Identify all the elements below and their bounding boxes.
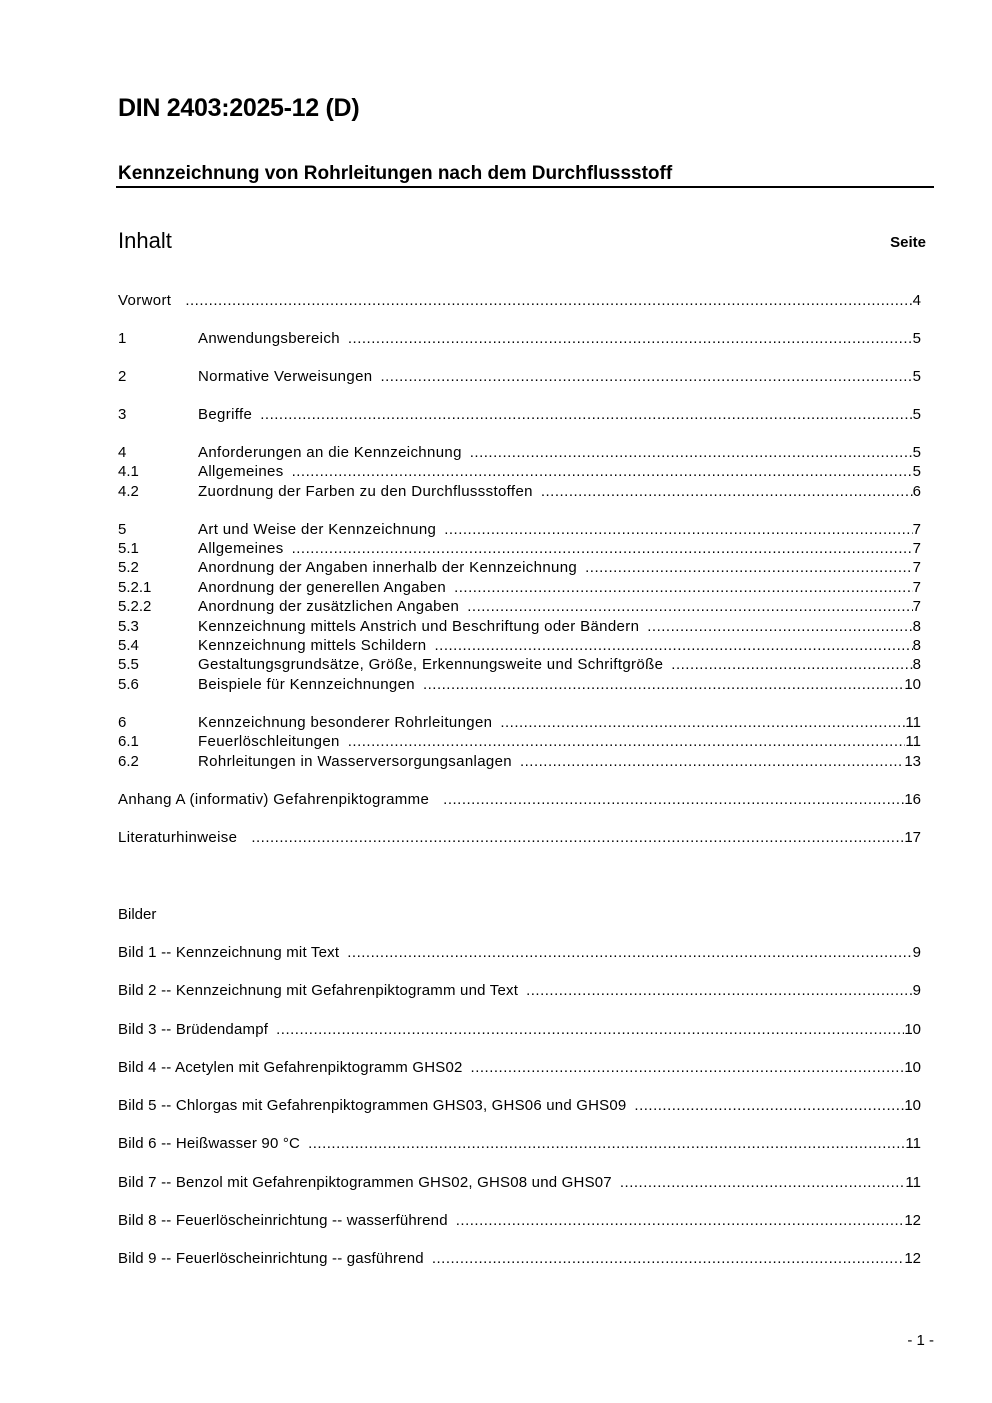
toc-entry[interactable] <box>118 829 921 848</box>
toc-entry-page: 5 <box>912 405 921 423</box>
toc-entry-title: Kennzeichnung besonderer Rohrleitungen <box>198 713 493 731</box>
list-of-figures <box>118 944 921 1289</box>
figure-entry-page: 12 <box>904 1250 921 1268</box>
toc-dot-leader <box>434 637 912 654</box>
figure-entry[interactable] <box>118 1174 921 1193</box>
toc-entry-page: 7 <box>912 598 921 616</box>
toc-entry-page: 8 <box>912 656 921 674</box>
toc-entry-number: 5.1 <box>118 540 139 558</box>
page-column-label: Seite <box>890 234 926 251</box>
toc-dot-leader <box>348 330 913 347</box>
figure-entry[interactable] <box>118 1135 921 1154</box>
figure-entry-page: 10 <box>904 1058 921 1076</box>
toc-entry-page: 8 <box>912 617 921 635</box>
toc-entry-title: Allgemeines <box>198 540 284 558</box>
toc-entry[interactable] <box>118 753 921 772</box>
toc-entry-page: 4 <box>912 292 921 309</box>
toc-dot-leader <box>520 753 904 770</box>
toc-entry-number: 3 <box>118 405 127 423</box>
toc-entry-title: Anordnung der generellen Angaben <box>198 578 447 596</box>
toc-entry-title: Kennzeichnung mittels Schildern <box>198 637 427 655</box>
toc-entry-page: 8 <box>912 637 921 655</box>
figure-entry[interactable] <box>118 1059 921 1078</box>
toc-entry[interactable] <box>118 733 921 752</box>
toc-entry-number: 4.1 <box>118 463 139 481</box>
toc-entry[interactable] <box>118 598 921 617</box>
toc-entry-title: Allgemeines <box>198 463 284 481</box>
toc-dot-leader <box>541 483 913 500</box>
toc-entry[interactable] <box>118 521 921 540</box>
toc-spacer <box>118 425 921 444</box>
toc-entry-title: Begriffe <box>198 405 253 423</box>
page-number: - 1 - <box>907 1332 934 1349</box>
toc-dot-leader <box>470 444 913 461</box>
figure-entry-page: 10 <box>904 1020 921 1038</box>
toc-entry-page: 5 <box>912 329 921 347</box>
figure-entry-title: Bild 2 -- Kennzeichnung mit Gefahrenpiktogramm und Text <box>118 982 519 1000</box>
figure-entry-title: Bild 3 -- Brüdendampf <box>118 1020 269 1038</box>
toc-entry-number: 2 <box>118 367 127 385</box>
figure-dot-leader <box>456 1212 905 1229</box>
figure-entry-title: Bild 5 -- Chlorgas mit Gefahrenpiktogrammen GHS03, GHS06 und GHS09 <box>118 1097 627 1115</box>
toc-entry-page: 6 <box>912 482 921 500</box>
toc-dot-leader <box>380 368 912 385</box>
figure-entry-page: 9 <box>912 944 921 961</box>
toc-entry-number: 6 <box>118 713 127 731</box>
figure-entry-title: Bild 6 -- Heißwasser 90 °C <box>118 1135 301 1153</box>
title-underline <box>116 186 934 188</box>
toc-entry[interactable] <box>118 330 921 349</box>
figure-entry-title: Bild 7 -- Benzol mit Gefahrenpiktogrammen GHS02, GHS08 und GHS07 <box>118 1173 612 1191</box>
figure-entry-title: Bild 4 -- Acetylen mit Gefahrenpiktogramm GHS02 <box>118 1058 463 1076</box>
figure-entry-page: 9 <box>912 982 921 1000</box>
table-of-contents <box>118 292 921 848</box>
toc-dot-leader <box>585 559 913 576</box>
toc-entry-title: Anwendungsbereich <box>198 329 340 347</box>
figure-entry[interactable] <box>118 1021 921 1040</box>
toc-entry-title: Anhang A (informativ) Gefahrenpiktogramme <box>118 790 430 808</box>
figure-entry-title: Bild 8 -- Feuerlöscheinrichtung -- wasserführend <box>118 1211 448 1229</box>
toc-spacer <box>118 387 921 406</box>
toc-dot-leader <box>500 714 905 731</box>
toc-spacer <box>118 502 921 521</box>
toc-entry-title: Kennzeichnung mittels Anstrich und Beschriftung oder Bändern <box>198 617 640 635</box>
toc-entry-number: 4.2 <box>118 482 139 500</box>
toc-dot-leader <box>348 733 906 750</box>
figure-dot-leader <box>634 1097 904 1114</box>
toc-entry-number: 1 <box>118 329 127 347</box>
figure-entry[interactable] <box>118 944 921 963</box>
figure-dot-leader <box>432 1250 904 1267</box>
toc-dot-leader <box>292 540 913 557</box>
toc-entry-number: 6.1 <box>118 733 139 751</box>
toc-entry[interactable] <box>118 444 921 463</box>
figure-entry-page: 10 <box>904 1097 921 1115</box>
toc-dot-leader <box>423 676 904 693</box>
toc-entry[interactable] <box>118 579 921 598</box>
toc-entry-page: 7 <box>912 540 921 558</box>
toc-entry-page: 5 <box>912 367 921 385</box>
toc-entry-page: 7 <box>912 520 921 538</box>
toc-spacer <box>118 772 921 791</box>
toc-dot-leader <box>292 463 913 480</box>
toc-entry-number: 5 <box>118 520 127 538</box>
figure-entry-title: Bild 1 -- Kennzeichnung mit Text <box>118 944 340 961</box>
toc-spacer <box>118 695 921 714</box>
toc-entry-number: 4 <box>118 443 127 461</box>
figure-entry-page: 12 <box>904 1211 921 1229</box>
toc-entry-number: 5.5 <box>118 656 139 674</box>
toc-entry[interactable] <box>118 791 921 810</box>
toc-entry[interactable] <box>118 618 921 637</box>
toc-spacer <box>118 349 921 368</box>
contents-heading: Inhalt <box>118 228 172 253</box>
figures-label: Bilder <box>118 906 157 923</box>
toc-entry-page: 11 <box>905 713 921 731</box>
toc-entry[interactable] <box>118 540 921 559</box>
toc-entry-title: Anordnung der zusätzlichen Angaben <box>198 598 460 616</box>
toc-entry-number: 5.6 <box>118 675 139 693</box>
toc-entry-number: 5.2 <box>118 559 139 577</box>
toc-entry-title: Vorwort <box>118 292 172 309</box>
toc-entry-page: 10 <box>904 675 921 693</box>
toc-entry[interactable] <box>118 714 921 733</box>
toc-entry[interactable] <box>118 368 921 387</box>
toc-entry-number: 5.2.2 <box>118 598 152 616</box>
figure-dot-leader <box>347 944 912 961</box>
document-id: DIN 2403:2025-12 (D) <box>118 94 360 122</box>
toc-entry-number: 6.2 <box>118 752 139 770</box>
figure-dot-leader <box>471 1059 905 1076</box>
toc-entry-title: Anforderungen an die Kennzeichnung <box>198 443 462 461</box>
toc-entry-number: 5.2.1 <box>118 578 152 596</box>
toc-entry-page: 7 <box>912 578 921 596</box>
toc-entry-title: Literaturhinweise <box>118 828 238 846</box>
toc-entry[interactable] <box>118 656 921 675</box>
toc-entry-title: Zuordnung der Farben zu den Durchflussstoffen <box>198 482 533 500</box>
toc-entry-number: 5.4 <box>118 637 139 655</box>
toc-entry-title: Anordnung der Angaben innerhalb der Kennzeichnung <box>198 559 578 577</box>
toc-dot-leader <box>454 579 913 596</box>
document-title: Kennzeichnung von Rohrleitungen nach dem Durchflussstoff <box>118 163 673 184</box>
toc-entry-page: 17 <box>904 828 921 846</box>
figure-dot-leader <box>276 1021 904 1038</box>
toc-entry-title: Feuerlöschleitungen <box>198 733 340 751</box>
toc-entry[interactable] <box>118 483 921 502</box>
toc-entry-title: Art und Weise der Kennzeichnung <box>198 520 437 538</box>
toc-entry[interactable] <box>118 676 921 695</box>
toc-spacer <box>118 311 921 330</box>
toc-entry-title: Beispiele für Kennzeichnungen <box>198 675 415 693</box>
toc-dot-leader <box>467 598 912 615</box>
toc-entry-page: 13 <box>904 752 921 770</box>
toc-entry[interactable] <box>118 463 921 482</box>
toc-entry[interactable] <box>118 637 921 656</box>
figure-entry-page: 11 <box>905 1135 921 1153</box>
toc-entry-title: Normative Verweisungen <box>198 367 373 385</box>
toc-entry-page: 5 <box>912 463 921 481</box>
figure-entry[interactable] <box>118 1250 921 1269</box>
figure-dot-leader <box>308 1135 905 1152</box>
figure-entry-title: Bild 9 -- Feuerlöscheinrichtung -- gasführend <box>118 1250 424 1268</box>
figure-dot-leader <box>620 1174 906 1191</box>
toc-entry-page: 7 <box>912 559 921 577</box>
toc-dot-leader <box>647 618 912 635</box>
figure-entry[interactable] <box>118 1212 921 1231</box>
toc-entry-page: 16 <box>904 790 921 808</box>
figure-dot-leader <box>526 982 913 999</box>
toc-entry-number: 5.3 <box>118 617 139 635</box>
toc-dot-leader <box>671 656 912 673</box>
toc-dot-leader <box>443 791 904 808</box>
toc-dot-leader <box>260 406 912 423</box>
toc-entry[interactable] <box>118 406 921 425</box>
toc-entry-page: 11 <box>905 733 921 751</box>
toc-entry[interactable] <box>118 559 921 578</box>
toc-spacer <box>118 810 921 829</box>
figure-entry-page: 11 <box>905 1173 921 1191</box>
toc-dot-leader <box>251 829 904 846</box>
toc-entry[interactable] <box>118 292 921 311</box>
toc-entry-page: 5 <box>912 443 921 461</box>
figure-entry[interactable] <box>118 1097 921 1116</box>
figure-entry[interactable] <box>118 982 921 1001</box>
toc-entry-title: Gestaltungsgrundsätze, Größe, Erkennungsweite und Schriftgröße <box>198 656 664 674</box>
toc-dot-leader <box>444 521 912 538</box>
toc-dot-leader <box>185 292 912 309</box>
toc-entry-title: Rohrleitungen in Wasserversorgungsanlagen <box>198 752 512 770</box>
